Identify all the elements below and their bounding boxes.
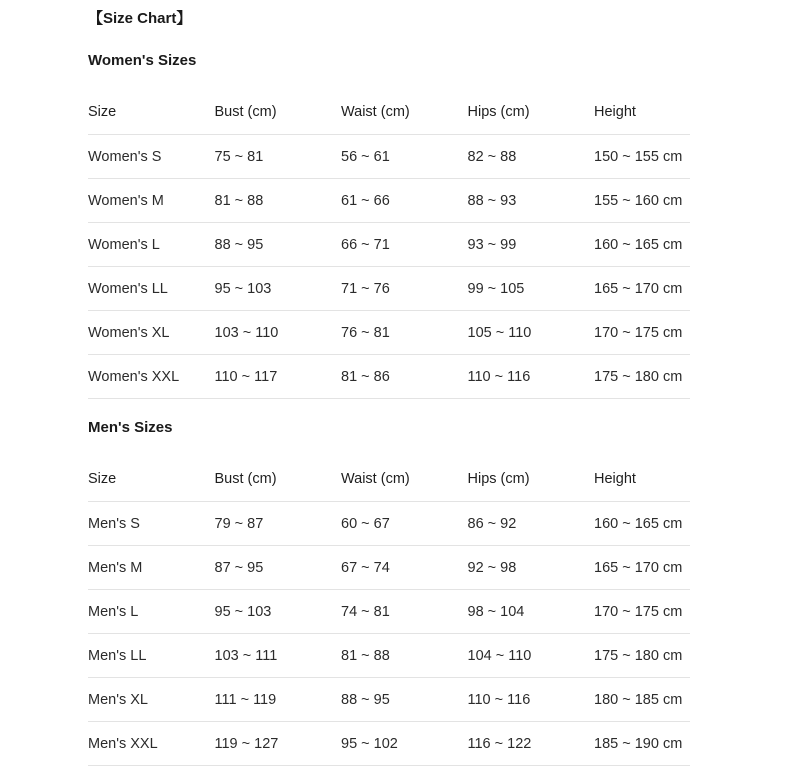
bust-cell: 103 ~ 110	[215, 311, 342, 355]
table-row	[88, 267, 690, 311]
size-cell: Men's XL	[88, 678, 215, 722]
height-cell: 170 ~ 175 cm	[594, 590, 690, 634]
waist-cell: 66 ~ 71	[341, 223, 468, 267]
height-cell: 175 ~ 180 cm	[594, 355, 690, 399]
column-header-bust: Bust (cm)	[215, 90, 342, 135]
size-cell: Women's M	[88, 179, 215, 223]
page-title: 【Size Chart】	[88, 10, 192, 27]
table-row	[88, 223, 690, 267]
bust-cell: 111 ~ 119	[215, 678, 342, 722]
height-cell: 150 ~ 155 cm	[594, 135, 690, 179]
height-cell: 155 ~ 160 cm	[594, 179, 690, 223]
size-cell: Women's L	[88, 223, 215, 267]
women-size-table	[88, 90, 690, 399]
bust-cell: 81 ~ 88	[215, 179, 342, 223]
height-cell: 175 ~ 180 cm	[594, 634, 690, 678]
waist-cell: 71 ~ 76	[341, 267, 468, 311]
height-cell: 160 ~ 165 cm	[594, 223, 690, 267]
hips-cell: 105 ~ 110	[468, 311, 595, 355]
men-size-table	[88, 457, 690, 766]
bust-cell: 95 ~ 103	[215, 590, 342, 634]
table-row	[88, 355, 690, 399]
waist-cell: 67 ~ 74	[341, 546, 468, 590]
hips-cell: 86 ~ 92	[468, 502, 595, 546]
waist-cell: 81 ~ 88	[341, 634, 468, 678]
size-cell: Men's L	[88, 590, 215, 634]
bust-cell: 87 ~ 95	[215, 546, 342, 590]
hips-cell: 92 ~ 98	[468, 546, 595, 590]
waist-cell: 74 ~ 81	[341, 590, 468, 634]
bust-cell: 103 ~ 111	[215, 634, 342, 678]
column-header-hips: Hips (cm)	[468, 90, 595, 135]
hips-cell: 82 ~ 88	[468, 135, 595, 179]
women-sizes-heading: Women's Sizes	[88, 52, 197, 69]
table-row	[88, 311, 690, 355]
waist-cell: 61 ~ 66	[341, 179, 468, 223]
size-cell: Men's S	[88, 502, 215, 546]
size-cell: Men's XXL	[88, 722, 215, 766]
hips-cell: 104 ~ 110	[468, 634, 595, 678]
size-cell: Men's LL	[88, 634, 215, 678]
table-row	[88, 502, 690, 546]
height-cell: 165 ~ 170 cm	[594, 546, 690, 590]
bust-cell: 119 ~ 127	[215, 722, 342, 766]
column-header-height: Height	[594, 90, 690, 135]
column-header-size: Size	[88, 90, 215, 135]
table-row	[88, 678, 690, 722]
column-header-waist: Waist (cm)	[341, 90, 468, 135]
column-header-height: Height	[594, 457, 690, 502]
table-row	[88, 179, 690, 223]
size-cell: Women's LL	[88, 267, 215, 311]
bust-cell: 95 ~ 103	[215, 267, 342, 311]
table-header-row	[88, 457, 690, 502]
waist-cell: 60 ~ 67	[341, 502, 468, 546]
height-cell: 170 ~ 175 cm	[594, 311, 690, 355]
hips-cell: 98 ~ 104	[468, 590, 595, 634]
table-row	[88, 546, 690, 590]
size-cell: Women's XL	[88, 311, 215, 355]
size-cell: Women's S	[88, 135, 215, 179]
height-cell: 160 ~ 165 cm	[594, 502, 690, 546]
table-row	[88, 634, 690, 678]
hips-cell: 110 ~ 116	[468, 355, 595, 399]
column-header-size: Size	[88, 457, 215, 502]
size-cell: Women's XXL	[88, 355, 215, 399]
hips-cell: 110 ~ 116	[468, 678, 595, 722]
waist-cell: 95 ~ 102	[341, 722, 468, 766]
waist-cell: 81 ~ 86	[341, 355, 468, 399]
table-header-row	[88, 90, 690, 135]
height-cell: 165 ~ 170 cm	[594, 267, 690, 311]
column-header-bust: Bust (cm)	[215, 457, 342, 502]
hips-cell: 116 ~ 122	[468, 722, 595, 766]
men-sizes-heading: Men's Sizes	[88, 419, 173, 436]
bust-cell: 110 ~ 117	[215, 355, 342, 399]
waist-cell: 88 ~ 95	[341, 678, 468, 722]
table-row	[88, 590, 690, 634]
hips-cell: 99 ~ 105	[468, 267, 595, 311]
bust-cell: 88 ~ 95	[215, 223, 342, 267]
bust-cell: 75 ~ 81	[215, 135, 342, 179]
height-cell: 180 ~ 185 cm	[594, 678, 690, 722]
table-row	[88, 135, 690, 179]
column-header-hips: Hips (cm)	[468, 457, 595, 502]
height-cell: 185 ~ 190 cm	[594, 722, 690, 766]
bust-cell: 79 ~ 87	[215, 502, 342, 546]
size-cell: Men's M	[88, 546, 215, 590]
waist-cell: 56 ~ 61	[341, 135, 468, 179]
hips-cell: 93 ~ 99	[468, 223, 595, 267]
hips-cell: 88 ~ 93	[468, 179, 595, 223]
waist-cell: 76 ~ 81	[341, 311, 468, 355]
column-header-waist: Waist (cm)	[341, 457, 468, 502]
table-row	[88, 722, 690, 766]
